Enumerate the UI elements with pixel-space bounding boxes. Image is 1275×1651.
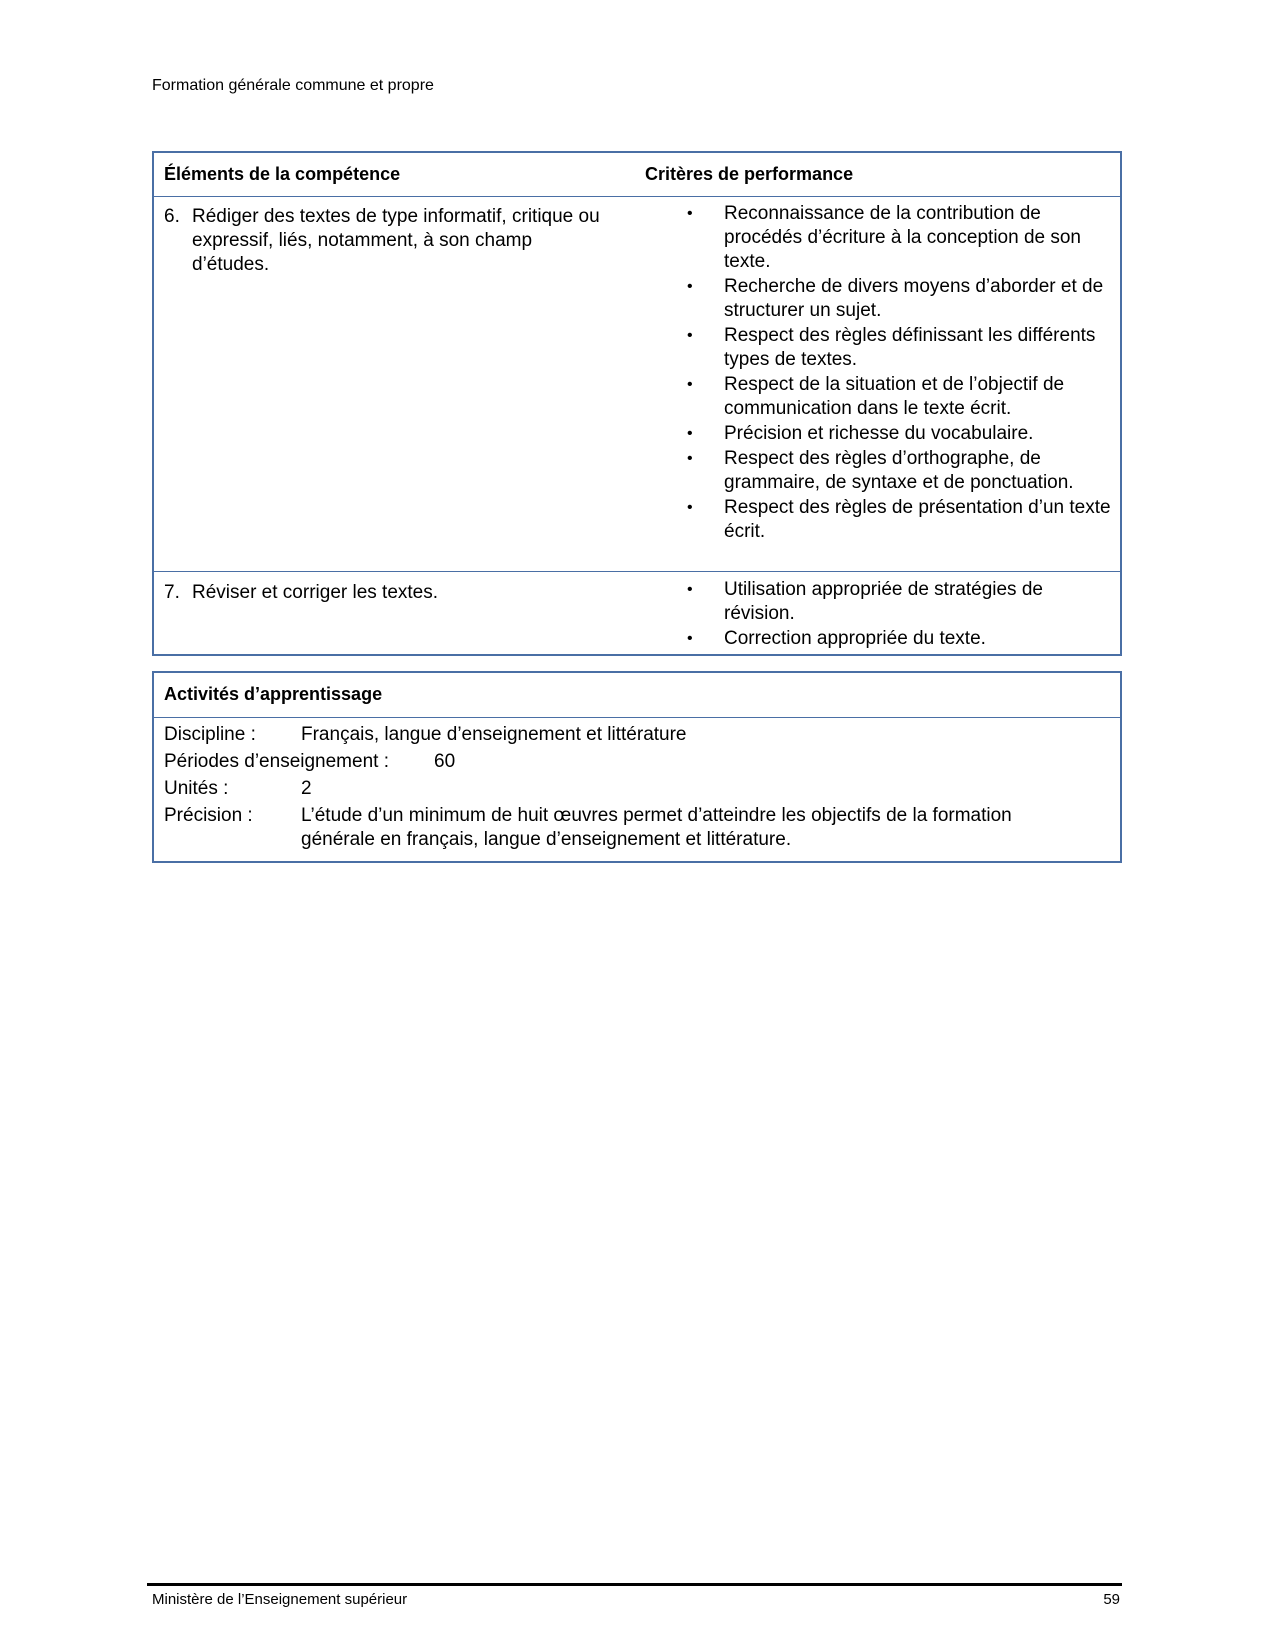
page-number: 59 — [1103, 1591, 1120, 1608]
criterion-item: • Correction appropriée du texte. — [687, 628, 986, 649]
bullet-icon: • — [687, 205, 693, 222]
header-divider — [154, 196, 1120, 197]
bullet-icon: • — [687, 425, 693, 442]
bullet-icon: • — [687, 376, 693, 393]
activities-title: Activités d’apprentissage — [164, 684, 383, 704]
discipline-value: Français, langue d’enseignement et littérature — [301, 724, 687, 745]
element-text: Réviser et corriger les textes. — [192, 582, 439, 603]
competence-element-6 — [164, 205, 614, 277]
running-header: Formation générale commune et propre — [152, 77, 434, 94]
bullet-icon: • — [687, 581, 693, 598]
row-divider — [154, 571, 1120, 572]
criterion-item: • Utilisation appropriée de stratégies de révision. — [687, 579, 1043, 624]
periods-label: Périodes d’enseignement : — [164, 751, 389, 772]
precision-value: L’étude d’un minimum de huit œuvres permet d’atteindre les objectifs de la formation générale en français, langue d’enseignement et littérature. — [301, 805, 1012, 850]
discipline-label: Discipline : — [164, 724, 256, 745]
competence-table — [152, 151, 1122, 656]
criterion-item: • Respect des règles définissant les différents types de textes. — [687, 325, 1096, 370]
criterion-item: • Reconnaissance de la contribution de procédés d’écriture à la conception de son texte. — [687, 203, 1082, 272]
periods-value: 60 — [434, 751, 456, 772]
criterion-item: • Recherche de divers moyens d’aborder et de structurer un sujet. — [687, 276, 1104, 321]
criterion-item: • Respect de la situation et de l’objectif de communication dans le texte écrit. — [687, 374, 1065, 419]
criterion-item: • Respect des règles d’orthographe, de grammaire, de syntaxe et de ponctuation. — [687, 448, 1074, 493]
bullet-icon: • — [687, 450, 693, 467]
bullet-icon: • — [687, 278, 693, 295]
bullet-icon: • — [687, 327, 693, 344]
footer-rule — [147, 1583, 1122, 1586]
criterion-item: • Respect des règles de présentation d’un texte écrit. — [687, 497, 1111, 542]
precision-label: Précision : — [164, 805, 253, 826]
element-number: 6. — [164, 206, 180, 227]
units-value: 2 — [301, 778, 312, 799]
competence-element-7 — [164, 581, 614, 605]
footer-ministry: Ministère de l’Enseignement supérieur — [152, 1591, 408, 1608]
column-header-criteria: Critères de performance — [645, 164, 854, 184]
criterion-item: • Précision et richesse du vocabulaire. — [687, 423, 1034, 444]
bullet-icon: • — [687, 630, 693, 647]
element-number: 7. — [164, 582, 180, 603]
units-label: Unités : — [164, 778, 229, 799]
criteria-list-7 — [687, 578, 1112, 652]
element-text: Rédiger des textes de type informatif, critique ou expressif, liés, notamment, à son champ d’études. — [192, 206, 600, 275]
activities-table — [152, 671, 1122, 863]
column-header-elements: Éléments de la compétence — [164, 164, 401, 184]
bullet-icon: • — [687, 499, 693, 516]
criteria-list-6 — [687, 202, 1112, 545]
activities-divider — [154, 717, 1120, 718]
